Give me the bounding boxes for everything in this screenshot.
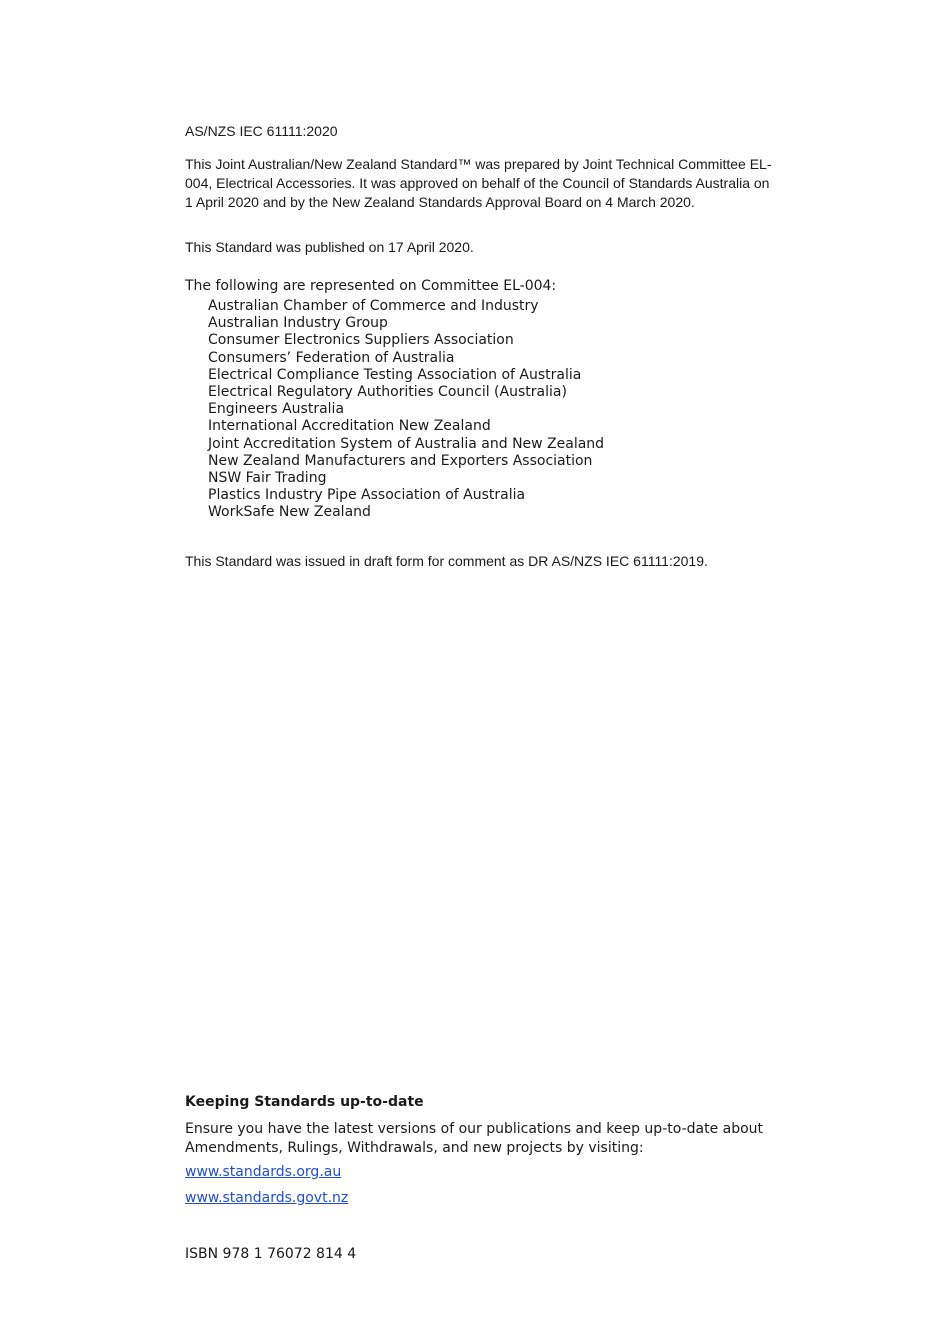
standard-id: AS/NZS IEC 61111:2020 — [185, 123, 338, 139]
committee-member: International Accreditation New Zealand — [208, 418, 491, 435]
keeping-heading: Keeping Standards up-to-date — [185, 1094, 424, 1110]
keeping-text: Ensure you have the latest versions of our publications and keep up-to-date about Amendments, Rulings, Withdrawals, and new projects by visiting: — [185, 1121, 764, 1156]
committee-member: WorkSafe New Zealand — [208, 504, 371, 521]
committee-member: New Zealand Manufacturers and Exporters Association — [208, 452, 593, 469]
committee-member: NSW Fair Trading — [208, 469, 327, 486]
committee-member: Electrical Regulatory Authorities Council (Australia) — [208, 383, 567, 400]
intro-paragraph: This Joint Australian/New Zealand Standard™ was prepared by Joint Technical Committee EL-004, Electrical Accessories. It was approved on behalf of the Council of Standards Australia on 1 April 2020 and by the New Zealand Standards Approval Board on 4 March 2020. — [185, 156, 772, 210]
committee-member: Plastics Industry Pipe Association of Australia — [208, 487, 526, 504]
committee-member: Electrical Compliance Testing Association of Australia — [208, 366, 582, 383]
draft-note: This Standard was issued in draft form for comment as DR AS/NZS IEC 61111:2019. — [185, 553, 708, 569]
isbn: ISBN 978 1 76072 814 4 — [185, 1246, 357, 1262]
committee-member: Australian Industry Group — [208, 315, 388, 332]
committee-member: Engineers Australia — [208, 401, 345, 418]
committee-intro: The following are represented on Committee EL-004: — [185, 278, 557, 294]
committee-member-list — [208, 298, 604, 521]
committee-member: Joint Accreditation System of Australia and New Zealand — [208, 435, 605, 452]
committee-member: Consumers’ Federation of Australia — [208, 349, 455, 366]
committee-member: Consumer Electronics Suppliers Association — [208, 332, 514, 349]
standards-au-link[interactable]: www.standards.org.au — [185, 1164, 342, 1180]
published-date: This Standard was published on 17 April 2020. — [185, 239, 474, 255]
standards-nz-link[interactable]: www.standards.govt.nz — [185, 1190, 349, 1206]
committee-member: Australian Chamber of Commerce and Industry — [208, 298, 539, 314]
